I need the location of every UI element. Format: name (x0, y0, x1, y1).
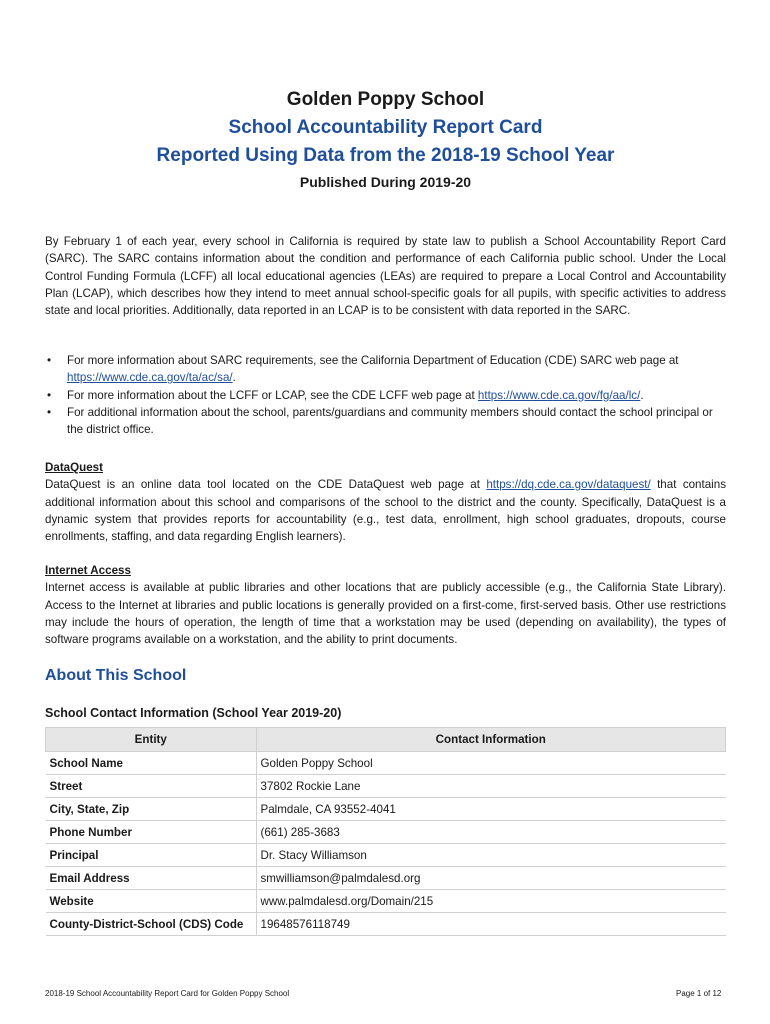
internet-access-paragraph: Internet access is available at public libraries and other locations that are publicly accessible (e.g., the California State Library). Access to the Internet at libraries and public locations is generally provided on a first-come, first-served basis. Other use restrictions may include the hours of operation, the length of time that a workstation may be used (depending on availability), the types of software programs available on a workstation, and the ability to print documents. (45, 581, 726, 647)
list-item: • For additional information about the school, parents/guardians and community members should contact the school principal or the district office. (47, 405, 713, 437)
list-item: • For more information about the LCFF or LCAP, see the CDE LCFF web page at https://www.cde.ca.gov/fg/aa/lc/. (47, 388, 644, 402)
contact-table-caption: School Contact Information (School Year 2019-20) (45, 706, 342, 720)
bullet-end: . (640, 388, 644, 402)
row-value: www.palmdalesd.org/Domain/215 (256, 890, 726, 913)
dataquest-text-rest: that contains additional information about this school and comparisons of the school to the district and the county. Specifically, DataQuest is a dynamic system that provides reports for accountability (e.g., test data, enrollment, high school graduates, dropouts, course enrollments, staffing, and data regarding English learners). (45, 478, 726, 544)
row-label: County-District-School (CDS) Code (46, 913, 257, 936)
dataquest-section (45, 459, 726, 545)
table-row (46, 821, 726, 844)
bullet-text: For additional information about the school, parents/guardians and community members should contact the school principal or the district office. (67, 405, 713, 437)
intro-paragraph: By February 1 of each year, every school in California is required by state law to publish a School Accountability Report Card (SARC). The SARC contains information about the condition and performance of each California public school. Under the Local Control Funding Formula (LCFF) all local educational agencies (LEAs) are required to prepare a Local Control and Accountability Plan (LCAP), which describes how they intend to meet annual school-specific goals for all pupils, with specific activities to address state and local priorities. Additionally, data reported in an LCAP is to be consistent with data reported in the SARC. (45, 235, 726, 318)
table-row (46, 844, 726, 867)
report-title: School Accountability Report Card (228, 117, 543, 138)
table-row (46, 775, 726, 798)
row-value: (661) 285-3683 (256, 821, 726, 844)
table-row (46, 798, 726, 821)
bullet-text: For more information about the LCFF or LCAP, see the CDE LCFF web page at (67, 388, 478, 402)
table-row (46, 867, 726, 890)
row-value: Golden Poppy School (256, 752, 726, 775)
lcff-link[interactable]: https://www.cde.ca.gov/fg/aa/lc/ (477, 388, 641, 402)
row-label: Street (46, 775, 257, 798)
bullet-text: For more information about SARC requirements, see the California Department of Education (CDE) SARC web page at (67, 354, 679, 367)
list-item: • For more information about SARC requirements, see the California Department of Education (CDE) SARC web page at https://www.cde.ca.gov/ta/ac/sa/. (47, 354, 679, 385)
column-header-entity: Entity (46, 728, 257, 752)
report-subtitle: Reported Using Data from the 2018-19 School Year (156, 145, 615, 166)
column-header-contact: Contact Information (256, 728, 726, 752)
info-bullet-list (45, 352, 726, 438)
row-value: 37802 Rockie Lane (256, 775, 726, 798)
dataquest-paragraph (45, 476, 726, 545)
sarc-link[interactable]: https://www.cde.ca.gov/ta/ac/sa/ (67, 371, 233, 385)
school-name-title: Golden Poppy School (286, 89, 485, 110)
row-value: smwilliamson@palmdalesd.org (256, 867, 726, 890)
row-label: Principal (46, 844, 257, 867)
about-school-heading: About This School (45, 667, 187, 684)
dataquest-link[interactable]: https://dq.cde.ca.gov/dataquest/ (486, 478, 651, 492)
published-date: Published During 2019-20 (299, 174, 472, 190)
dataquest-text: DataQuest is an online data tool located on the CDE DataQuest web page at (45, 478, 487, 492)
table-row (46, 752, 726, 775)
internet-access-heading: Internet Access (45, 564, 131, 577)
row-label: School Name (46, 752, 257, 775)
row-label: Email Address (46, 867, 257, 890)
contact-info-table (45, 727, 726, 936)
row-value: Palmdale, CA 93552-4041 (256, 798, 726, 821)
footer-title: 2018-19 School Accountability Report Card for Golden Poppy School (45, 989, 290, 998)
row-value: 19648576118749 (256, 913, 726, 936)
table-row (46, 890, 726, 913)
dataquest-heading: DataQuest (45, 461, 103, 474)
row-label: Website (46, 890, 257, 913)
row-value: Dr. Stacy Williamson (256, 844, 726, 867)
bullet-end: . (232, 371, 236, 385)
internet-access-section (45, 562, 726, 648)
row-label: Phone Number (46, 821, 257, 844)
footer-page-number: Page 1 of 12 (676, 989, 722, 998)
row-label: City, State, Zip (46, 798, 257, 821)
table-row (46, 913, 726, 936)
